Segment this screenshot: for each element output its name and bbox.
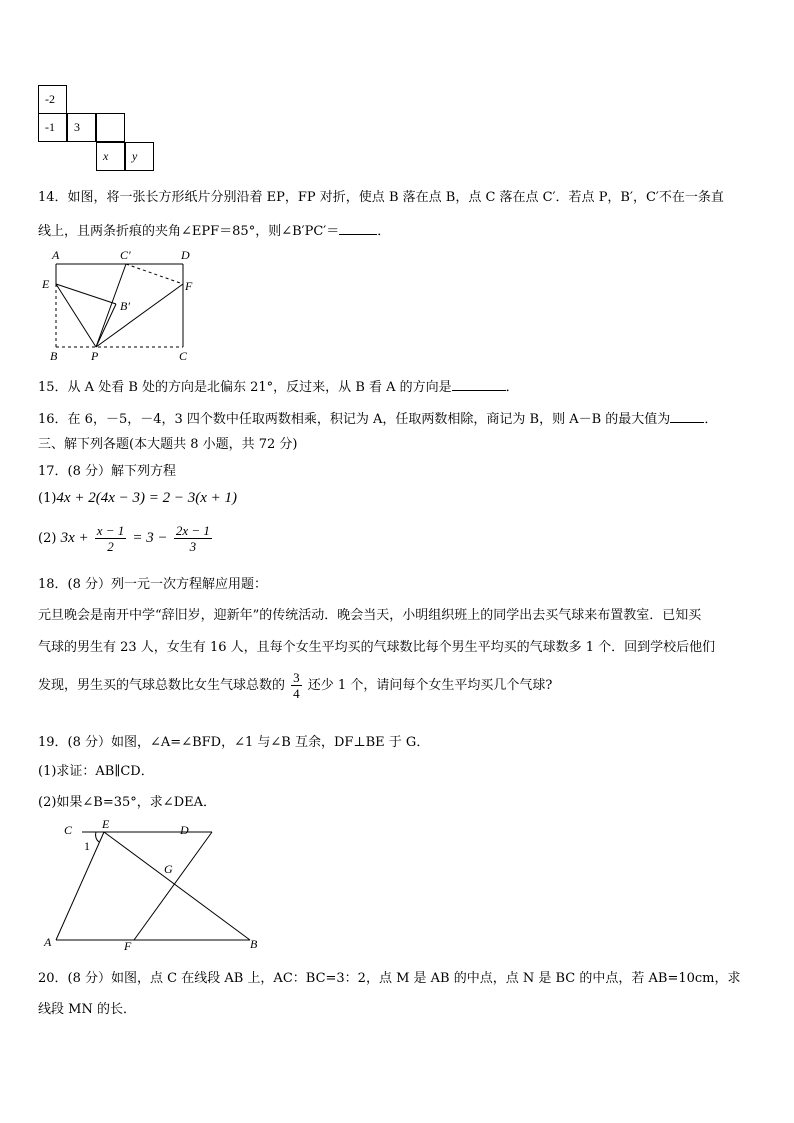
label-C: C — [179, 349, 188, 363]
label-A: A — [52, 248, 60, 262]
label-B-prime: B′ — [120, 299, 130, 313]
q17-title: 17．(8 分）解下列方程 — [38, 464, 177, 479]
q18-line3-pre: 发现，男生买的气球总数比女生气球总数的 — [38, 678, 286, 693]
q15 — [38, 376, 519, 395]
eq1-label: (1) — [38, 491, 57, 506]
q19-part2: (2)如果∠B=35°，求∠DEA． — [38, 795, 216, 810]
label-G: G — [164, 862, 173, 876]
q18-line2: 气球的男生有 23 人，女生有 16 人，且每个女生平均买的气球数比每个男生平均买的气球数多 1 个．回到学校后他们 — [38, 640, 716, 655]
angle-1-label: 1 — [84, 839, 90, 853]
fraction-denominator: 3 — [189, 539, 197, 554]
q17-eq2 — [38, 523, 214, 554]
fraction — [174, 523, 212, 554]
grid-cell: -2 — [38, 85, 67, 114]
grid-cell: x — [96, 142, 125, 171]
eq2-mid: = 3 − — [132, 530, 168, 546]
q16-end: ． — [704, 412, 718, 427]
fraction-denominator: 2 — [107, 539, 114, 554]
answer-blank — [452, 378, 506, 391]
label-C: C — [64, 823, 73, 837]
label-F: F — [185, 279, 193, 293]
q18-line1: 元旦晚会是南开中学“辞旧岁，迎新年”的传统活动．晚会当天，小明组织班上的同学出去买气球来布置教室．已知买 — [38, 608, 702, 623]
label-E: E — [42, 277, 50, 291]
q16-text: 16．在 6，－5，－4，3 四个数中任取两数相乘，积记为 A，任取两数相除，商记为 B，则 A－B 的最大值为 — [38, 412, 671, 427]
fraction-numerator: 2x − 1 — [175, 523, 210, 538]
q14-figure — [36, 244, 206, 366]
fraction-numerator: 3 — [293, 670, 300, 685]
label-C-prime: C′ — [120, 248, 131, 262]
q19-figure — [36, 816, 268, 954]
label-D: D — [180, 823, 189, 837]
eq2-label: (2) — [38, 531, 57, 546]
q14-line1: 14．如图，将一张长方形纸片分别沿着 EP，FP 对折，使点 B 落在点 B，点 C 落在点 C′．若点 P，B′，C′不在一条直 — [38, 190, 724, 205]
grid-cell: y — [125, 142, 154, 171]
q17-eq1 — [38, 490, 237, 507]
q18-line3-post: 还少 1 个，请问每个女生平均买几个气球? — [307, 678, 553, 693]
section-heading: 三、解下列各题(本大题共 8 小题，共 72 分) — [38, 437, 298, 452]
label-P: P — [91, 349, 99, 363]
answer-blank — [670, 410, 704, 423]
q19-title: 19．(8 分）如图，∠A=∠BFD，∠1 与∠B 互余，DF⊥BE 于 G． — [38, 735, 430, 750]
label-F: F — [124, 939, 132, 953]
q15-text: 15．从 A 处看 B 处的方向是北偏东 21°，反过来，从 B 看 A 的方向是 — [38, 380, 452, 395]
label-A: A — [44, 935, 52, 949]
fraction-denominator: 4 — [293, 686, 300, 701]
q16 — [38, 408, 717, 427]
q18-title: 18．(8 分）列一元一次方程解应用题： — [38, 577, 268, 592]
q19-part1: (1)求证：AB∥CD． — [38, 764, 154, 779]
fraction-three-quarters — [291, 670, 302, 701]
q15-end: ． — [505, 380, 519, 395]
q20-line1: 20．(8 分）如图，点 C 在线段 AB 上，AC：BC=3：2，点 M 是 AB 的中点，点 N 是 BC 的中点，若 AB=10cm，求 — [38, 971, 741, 986]
label-B: B — [50, 349, 58, 363]
label-D: D — [181, 248, 190, 262]
label-B: B — [250, 937, 258, 951]
eq1: 4x + 2(4x − 3) = 2 − 3(x + 1) — [56, 490, 237, 506]
fraction — [95, 523, 127, 554]
fraction-numerator: x − 1 — [96, 523, 125, 538]
eq2-pre: 3x + — [60, 530, 89, 546]
grid-cell: 3 — [67, 113, 96, 142]
label-E: E — [102, 817, 110, 831]
q14-line2-text: 线上，且两条折痕的夹角∠EPF＝85°，则∠B′PC′＝ — [38, 224, 340, 239]
q14-line2 — [38, 220, 390, 239]
grid-cell — [96, 113, 125, 142]
q14-end: ． — [377, 224, 391, 239]
grid-cell: -1 — [38, 113, 67, 142]
answer-blank — [339, 222, 377, 235]
q20-line2: 线段 MN 的长． — [38, 1002, 136, 1017]
q18-line3 — [38, 670, 552, 701]
